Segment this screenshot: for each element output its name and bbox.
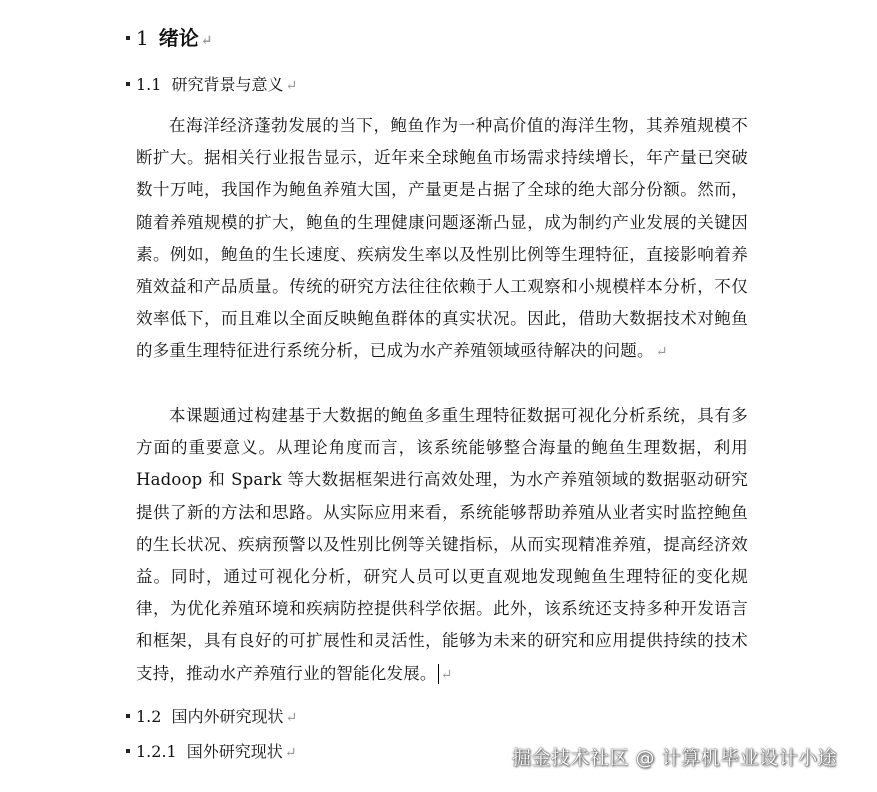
heading-number: 1.1 — [136, 75, 162, 94]
body-paragraph-1[interactable] — [136, 110, 748, 369]
paragraph-mark-icon: ↵ — [284, 745, 297, 761]
heading-1-2-1[interactable] — [126, 739, 296, 762]
heading-title: 研究背景与意义 — [171, 75, 284, 94]
paragraph-mark-icon: ↵ — [440, 666, 453, 683]
paragraph-text: 在海洋经济蓬勃发展的当下，鲍鱼作为一种高价值的海洋生物，其养殖规模不断扩大。据相关行业报告显示，近年来全球鲍鱼市场需求持续增长，年产量已突破数十万吨，我国作为鲍鱼养殖大国，产量更是占据了全球的绝大部分份额。然而，随着养殖规模的扩大，鲍鱼的生理健康问题逐渐凸显，成为制约产业发展的关键因素。例如，鲍鱼的生长速度、疾病发生率以及性别比例等生理特征，直接影响着养殖效益和产品质量。传统的研究方法往往依赖于人工观察和小规模样本分析，不仅效率低下，而且难以全面反映鲍鱼群体的真实状况。因此，借助大数据技术对鲍鱼的多重生理特征进行系统分析，已成为水产养殖领域亟待解决的问题。 — [136, 116, 748, 361]
heading-number: 1.2.1 — [136, 742, 177, 761]
text-cursor — [438, 664, 439, 684]
body-paragraph-2[interactable] — [136, 400, 748, 691]
heading-1-1[interactable] — [126, 72, 297, 95]
heading-title: 国外研究现状 — [186, 742, 283, 761]
heading-number: 1.2 — [136, 707, 162, 726]
heading-1-2[interactable] — [126, 704, 297, 727]
heading-1[interactable] — [126, 22, 212, 51]
heading-marker — [126, 36, 130, 40]
watermark: 掘金技术社区 @ 计算机毕业设计小途 — [512, 747, 838, 769]
heading-marker — [126, 714, 130, 718]
heading-marker — [126, 749, 130, 753]
paragraph-mark-icon: ↵ — [655, 344, 668, 361]
paragraph-mark-icon: ↵ — [285, 78, 298, 94]
paragraph-text: 本课题通过构建基于大数据的鲍鱼多重生理特征数据可视化分析系统，具有多方面的重要意义。从理论角度而言，该系统能够整合海量的鲍鱼生理数据，利用 Hadoop 和 Spark 等大数据框架进行高效处理，为水产养殖领域的数据驱动研究提供了新的方法和思路。从实际应用来看，系统能够帮助养殖从业者实时监控鲍鱼的生长状况、疾病预警以及性别比例等关键指标，从而实现精准养殖，提高经济效益。同时，通过可视化分析，研究人员可以更直观地发现鲍鱼生理特征的变化规律，为优化养殖环境和疾病防控提供科学依据。此外，该系统还支持多种开发语言和框架，具有良好的可扩展性和灵活性，能够为未来的研究和应用提供持续的技术支持，推动水产养殖行业的智能化发展。 — [136, 406, 748, 683]
heading-number: 1 — [136, 26, 149, 50]
heading-title: 绪论 — [158, 26, 199, 50]
paragraph-mark-icon: ↵ — [200, 33, 213, 49]
heading-title: 国内外研究现状 — [171, 707, 284, 726]
heading-marker — [126, 82, 130, 86]
paragraph-mark-icon: ↵ — [285, 710, 298, 726]
